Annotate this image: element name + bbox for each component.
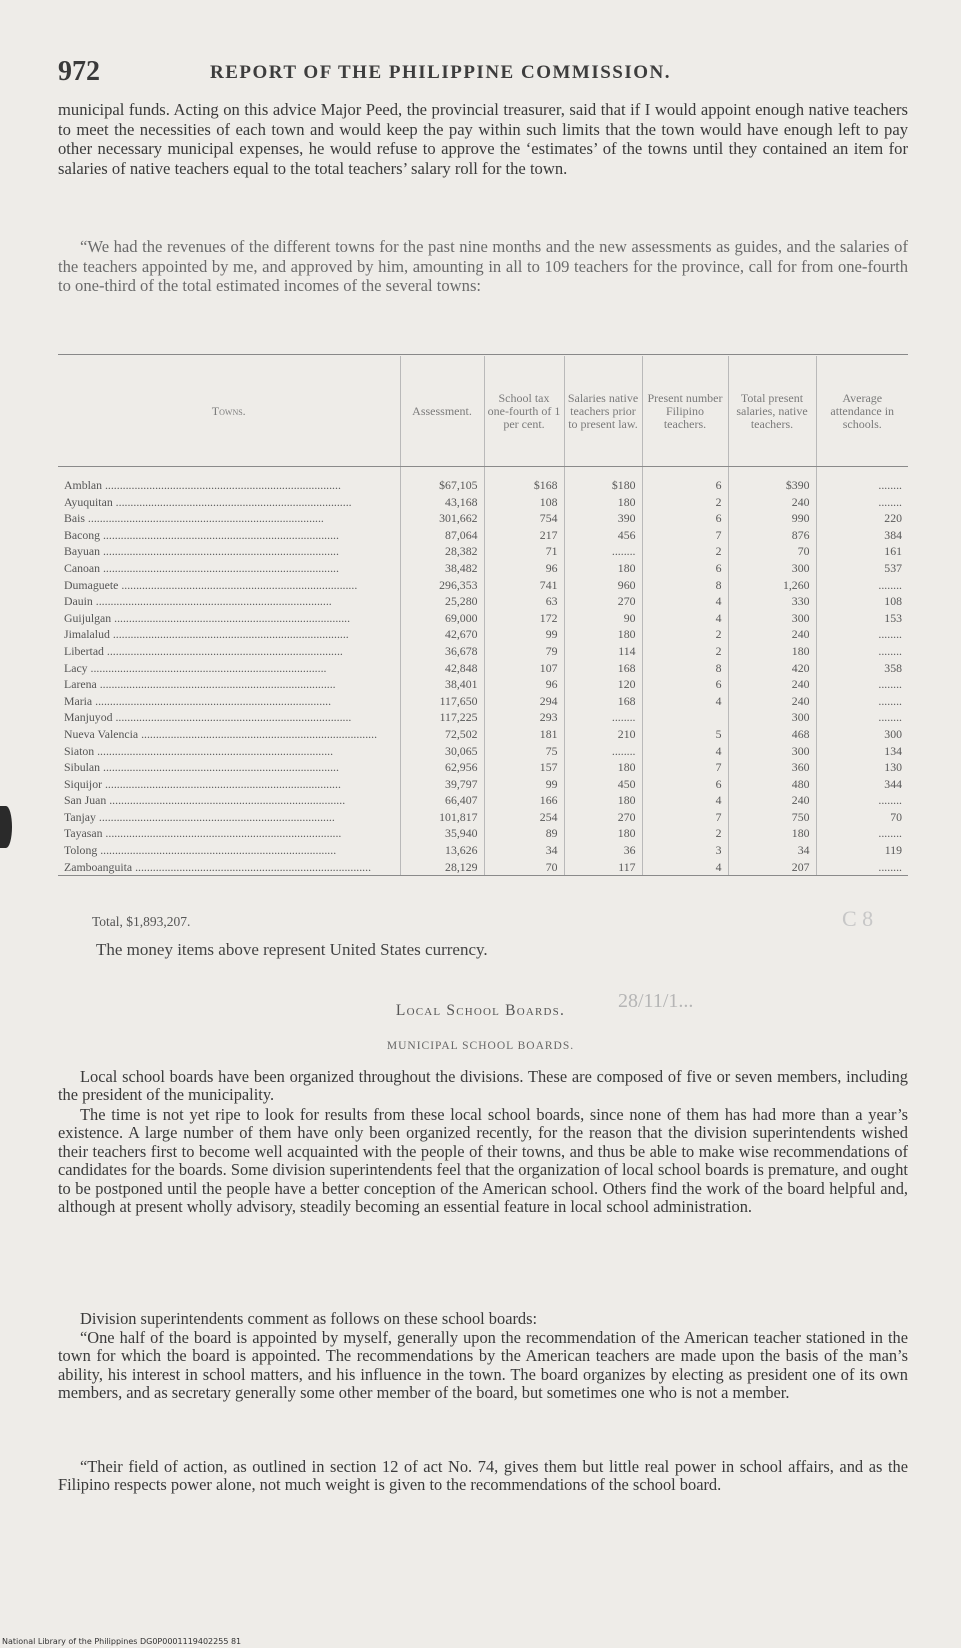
table-row — [58, 809, 908, 826]
cell-town-name: Guijulgan ................................................................................ — [64, 610, 351, 625]
cell-assessment: 38,401 — [400, 676, 484, 693]
cell-salaries-prior: 36 — [564, 842, 642, 859]
spacer-cell — [58, 467, 400, 478]
table-header-row — [58, 356, 908, 467]
table-row — [58, 643, 908, 660]
cell-attendance: ........ — [816, 676, 908, 693]
cell-salaries-prior: 180 — [564, 560, 642, 577]
table-row — [58, 510, 908, 527]
cell-attendance: 119 — [816, 842, 908, 859]
cell-assessment: 66,407 — [400, 792, 484, 809]
cell-assessment: 42,670 — [400, 626, 484, 643]
cell-town-name: Jimalalud ................................................................................ — [64, 627, 349, 642]
cell-town-name: Tayasan ................................................................................ — [64, 826, 342, 841]
cell-town-name: Libertad ................................................................................ — [64, 643, 343, 658]
cell-total-salaries: 240 — [728, 494, 816, 511]
cell-salaries-prior: 114 — [564, 643, 642, 660]
cell-town-name: Tanjay ................................................................................ — [64, 809, 335, 824]
cell-assessment: 42,848 — [400, 660, 484, 677]
cell-total-salaries: 300 — [728, 743, 816, 760]
cell-school-tax: 34 — [484, 842, 564, 859]
table-row — [58, 527, 908, 544]
col-header-towns: Towns. — [58, 356, 400, 467]
spacer-cell — [728, 467, 816, 478]
cell-total-salaries: 360 — [728, 759, 816, 776]
cell-school-tax: 741 — [484, 577, 564, 594]
cell-assessment: 28,129 — [400, 859, 484, 876]
cell-teacher-count: 4 — [642, 593, 728, 610]
cell-total-salaries: 468 — [728, 726, 816, 743]
cell-salaries-prior: 270 — [564, 593, 642, 610]
body-paragraph-5: “Their field of action, as outlined in section 12 of act No. 74, gives them but little real power in school affairs, and as the Filipino respects power alone, not much weight is given to the recommendations of the school board. — [58, 1457, 908, 1495]
table-row — [58, 660, 908, 677]
cell-salaries-prior: 210 — [564, 726, 642, 743]
cell-school-tax: 293 — [484, 709, 564, 726]
cell-teacher-count: 4 — [642, 743, 728, 760]
cell-town-name: Lacy ................................................................................ — [64, 660, 327, 675]
cell-school-tax: 75 — [484, 743, 564, 760]
towns-table-body — [58, 467, 908, 876]
cell-total-salaries: 34 — [728, 842, 816, 859]
cell-total-salaries: 750 — [728, 809, 816, 826]
intro-paragraph-2: “We had the revenues of the different towns for the past nine months and the new assessments as guides, and the salaries of the teachers appointed by me, and approved by him, amounting in all to 109 teachers for the province, call for from one-fourth to one-third of the total estimated incomes of the several towns: — [58, 237, 908, 296]
cell-salaries-prior: 168 — [564, 660, 642, 677]
cell-attendance: 108 — [816, 593, 908, 610]
cell-assessment: 117,225 — [400, 709, 484, 726]
cell-assessment: 35,940 — [400, 825, 484, 842]
cell-salaries-prior: 456 — [564, 527, 642, 544]
body-paragraph-3: Division superintendents comment as follows on these school boards: — [80, 1309, 538, 1328]
body-paragraph-4: “One half of the board is appointed by myself, generally upon the recommendation of the American teacher stationed in the town for which the board is appointed. The recommendations by the American teachers are made upon the basis of the man’s ability, his interest in school matters, and his influence in the town. The board organizes by electing as president one of its own members, and as secretary generally some other member of the board, but sometimes one who is not a member. — [58, 1328, 908, 1403]
cell-salaries-prior: 180 — [564, 494, 642, 511]
cell-town-name: Dumaguete ................................................................................ — [64, 577, 358, 592]
cell-town-name: Sibulan ................................................................................ — [64, 760, 339, 775]
cell-assessment: 101,817 — [400, 809, 484, 826]
cell-town-name: Bacong ................................................................................ — [64, 527, 339, 542]
col-header-school-tax: School tax one-fourth of 1 per cent. — [484, 356, 564, 467]
cell-salaries-prior: ........ — [564, 709, 642, 726]
cell-town-name: Amblan ................................................................................ — [64, 478, 341, 492]
cell-teacher-count: 5 — [642, 726, 728, 743]
cell-teacher-count: 2 — [642, 543, 728, 560]
table-row — [58, 743, 908, 760]
cell-school-tax: 254 — [484, 809, 564, 826]
cell-teacher-count: 2 — [642, 643, 728, 660]
cell-salaries-prior: ........ — [564, 543, 642, 560]
cell-teacher-count: 7 — [642, 759, 728, 776]
table-row — [58, 776, 908, 793]
cell-school-tax: 96 — [484, 560, 564, 577]
body-paragraph-1: Local school boards have been organized throughout the divisions. These are composed of five or seven members, including the president of the municipality. — [58, 1067, 908, 1105]
table-top-rule — [58, 354, 908, 355]
cell-assessment: 62,956 — [400, 759, 484, 776]
table-row — [58, 709, 908, 726]
pencil-mark-title: 28/11/1... — [618, 990, 694, 1012]
col-header-teacher-count: Present number Filipino teachers. — [642, 356, 728, 467]
cell-school-tax: 157 — [484, 759, 564, 776]
table-row — [58, 676, 908, 693]
cell-school-tax: 217 — [484, 527, 564, 544]
cell-attendance: ........ — [816, 477, 908, 494]
currency-note: The money items above represent United States currency. — [96, 940, 488, 959]
cell-teacher-count: 7 — [642, 527, 728, 544]
total-line: Total, $1,893,207. — [92, 914, 191, 929]
cell-school-tax: 166 — [484, 792, 564, 809]
cell-assessment: 72,502 — [400, 726, 484, 743]
cell-town-name: Canoan ................................................................................ — [64, 560, 339, 575]
col-header-total-salaries: Total present salaries, native teachers. — [728, 356, 816, 467]
table-row — [58, 759, 908, 776]
body-paragraph-2: The time is not yet ripe to look for results from these local school boards, since none of them has had more than a year’s existence. A large number of them have only been organized recently, for the reason that the division superintendents wished their teachers first to become well acquainted with the people of their towns, and thus be able to make wise recommendations of candidates for the boards. Some division superintendents feel that the organization of local school boards is premature, and ought to be postponed until the people have a better conception of the American school. Others find the work of the board helpful and, although at present wholly advisory, steadily becoming an essential feature in local school administration. — [58, 1105, 908, 1217]
cell-assessment: 87,064 — [400, 527, 484, 544]
cell-school-tax: 89 — [484, 825, 564, 842]
cell-total-salaries: 240 — [728, 676, 816, 693]
cell-attendance: 300 — [816, 726, 908, 743]
cell-salaries-prior: 120 — [564, 676, 642, 693]
cell-school-tax: 71 — [484, 543, 564, 560]
cell-teacher-count: 4 — [642, 610, 728, 627]
cell-attendance: ........ — [816, 494, 908, 511]
cell-assessment: 38,482 — [400, 560, 484, 577]
cell-total-salaries: 240 — [728, 792, 816, 809]
cell-attendance: 161 — [816, 543, 908, 560]
table-row — [58, 859, 908, 876]
table-row — [58, 543, 908, 560]
table-row — [58, 693, 908, 710]
cell-attendance: ........ — [816, 626, 908, 643]
cell-assessment: 69,000 — [400, 610, 484, 627]
cell-town-name: Zamboanguita ................................................................................ — [58, 859, 400, 876]
col-header-assessment: Assessment. — [400, 356, 484, 467]
cell-school-tax: 108 — [484, 494, 564, 511]
cell-total-salaries: 1,260 — [728, 577, 816, 594]
cell-attendance: ........ — [816, 709, 908, 726]
cell-salaries-prior: $180 — [564, 477, 642, 494]
cell-town-name: Siquijor ................................................................................ — [64, 776, 341, 791]
spacer-cell — [564, 467, 642, 478]
table-row — [58, 560, 908, 577]
cell-teacher-count: 6 — [642, 676, 728, 693]
table-row — [58, 792, 908, 809]
cell-school-tax: 107 — [484, 660, 564, 677]
table-row — [58, 825, 908, 842]
spacer-cell — [400, 467, 484, 478]
cell-total-salaries: $390 — [728, 477, 816, 494]
table-row — [58, 577, 908, 594]
cell-total-salaries: 180 — [728, 643, 816, 660]
cell-school-tax: 294 — [484, 693, 564, 710]
cell-assessment: $67,105 — [400, 477, 484, 494]
table-row — [58, 494, 908, 511]
cell-assessment: 30,065 — [400, 743, 484, 760]
spacer-cell — [816, 467, 908, 478]
cell-town-name: Maria ................................................................................ — [64, 693, 332, 708]
cell-total-salaries: 240 — [728, 693, 816, 710]
cell-assessment: 28,382 — [400, 543, 484, 560]
cell-attendance: 130 — [816, 759, 908, 776]
cell-town-name: San Juan ................................................................................ — [64, 793, 346, 808]
cell-salaries-prior: 180 — [564, 792, 642, 809]
cell-salaries-prior: 390 — [564, 510, 642, 527]
cell-town-name: Ayuquitan ................................................................................ — [64, 494, 352, 509]
cell-total-salaries: 70 — [728, 543, 816, 560]
cell-total-salaries: 180 — [728, 825, 816, 842]
cell-total-salaries: 207 — [728, 859, 816, 876]
cell-assessment: 13,626 — [400, 842, 484, 859]
cell-salaries-prior: 117 — [564, 859, 642, 876]
table-row — [58, 610, 908, 627]
pencil-mark-margin: C 8 — [842, 906, 874, 931]
cell-teacher-count: 3 — [642, 842, 728, 859]
cell-school-tax: 70 — [484, 859, 564, 876]
cell-attendance: 344 — [816, 776, 908, 793]
cell-total-salaries: 876 — [728, 527, 816, 544]
cell-town-name: Bayuan ................................................................................ — [64, 544, 339, 559]
cell-teacher-count: 6 — [642, 776, 728, 793]
cell-school-tax: 754 — [484, 510, 564, 527]
running-head: REPORT OF THE PHILIPPINE COMMISSION. — [210, 62, 672, 83]
cell-teacher-count: 4 — [642, 693, 728, 710]
cell-total-salaries: 240 — [728, 626, 816, 643]
section-subtitle: MUNICIPAL SCHOOL BOARDS. — [386, 1040, 575, 1052]
col-header-attendance: Average attendance in schools. — [816, 356, 908, 467]
cell-attendance: 153 — [816, 610, 908, 627]
cell-teacher-count: 2 — [642, 825, 728, 842]
cell-total-salaries: 300 — [728, 709, 816, 726]
table-spacer-row — [58, 467, 908, 478]
cell-attendance: 358 — [816, 660, 908, 677]
cell-total-salaries: 300 — [728, 610, 816, 627]
cell-teacher-count: 4 — [642, 792, 728, 809]
cell-attendance: 220 — [816, 510, 908, 527]
cell-attendance: ........ — [816, 577, 908, 594]
cell-attendance: 537 — [816, 560, 908, 577]
cell-teacher-count: 2 — [642, 494, 728, 511]
cell-school-tax: 99 — [484, 626, 564, 643]
cell-town-name: Dauin ................................................................................ — [64, 594, 332, 609]
cell-school-tax: 181 — [484, 726, 564, 743]
page-number: 972 — [58, 56, 100, 87]
cell-town-name: Nueva Valencia ................................................................................ — [64, 726, 378, 741]
cell-school-tax: 63 — [484, 593, 564, 610]
cell-teacher-count: 6 — [642, 510, 728, 527]
cell-total-salaries: 300 — [728, 560, 816, 577]
cell-school-tax: $168 — [484, 477, 564, 494]
cell-assessment: 117,650 — [400, 693, 484, 710]
cell-town-name: Larena ................................................................................ — [64, 677, 336, 692]
scan-footer: National Library of the Philippines DG0P0001119402255 81 — [2, 1637, 242, 1646]
cell-assessment: 25,280 — [400, 593, 484, 610]
cell-salaries-prior: 180 — [564, 626, 642, 643]
section-title: Local School Boards. — [395, 1002, 566, 1019]
towns-table — [58, 356, 908, 876]
cell-salaries-prior: 960 — [564, 577, 642, 594]
cell-attendance: ........ — [816, 825, 908, 842]
cell-school-tax: 96 — [484, 676, 564, 693]
spacer-cell — [484, 467, 564, 478]
cell-town-name: Bais ................................................................................ — [64, 511, 324, 526]
cell-attendance: 134 — [816, 743, 908, 760]
table-row — [58, 726, 908, 743]
cell-town-name: Manjuyod ................................................................................ — [64, 710, 352, 725]
spacer-cell — [642, 467, 728, 478]
cell-salaries-prior: 450 — [564, 776, 642, 793]
cell-assessment: 39,797 — [400, 776, 484, 793]
col-header-salaries-prior: Salaries native teachers prior to present law. — [564, 356, 642, 467]
cell-salaries-prior: 180 — [564, 759, 642, 776]
cell-teacher-count: 6 — [642, 560, 728, 577]
cell-salaries-prior: 270 — [564, 809, 642, 826]
cell-town-name: Siaton ................................................................................ — [64, 743, 334, 758]
cell-teacher-count: 8 — [642, 660, 728, 677]
cell-teacher-count: 7 — [642, 809, 728, 826]
cell-assessment: 36,678 — [400, 643, 484, 660]
cell-assessment: 43,168 — [400, 494, 484, 511]
table-row — [58, 842, 908, 859]
cell-teacher-count: 8 — [642, 577, 728, 594]
cell-assessment: 296,353 — [400, 577, 484, 594]
cell-salaries-prior: 168 — [564, 693, 642, 710]
cell-salaries-prior: ........ — [564, 743, 642, 760]
cell-total-salaries: 480 — [728, 776, 816, 793]
page-header — [58, 56, 918, 88]
cell-total-salaries: 990 — [728, 510, 816, 527]
cell-teacher-count — [642, 709, 728, 726]
cell-salaries-prior: 90 — [564, 610, 642, 627]
table-row — [58, 477, 908, 494]
cell-total-salaries: 420 — [728, 660, 816, 677]
cell-salaries-prior: 180 — [564, 825, 642, 842]
cell-school-tax: 172 — [484, 610, 564, 627]
intro-paragraph-1: municipal funds. Acting on this advice Major Peed, the provincial treasurer, said that if I would appoint enough native teachers to meet the necessities of each town and would keep the pay within such limits that the town would have enough left to pay other necessary municipal expenses, he would refuse to approve the ‘estimates’ of the towns until they contained an item for salaries of native teachers equal to the total teachers’ salary roll for the town. — [58, 100, 908, 178]
ink-blot — [0, 806, 12, 848]
table-row — [58, 626, 908, 643]
cell-town-name: Tolong ................................................................................ — [64, 843, 337, 858]
cell-school-tax: 79 — [484, 643, 564, 660]
cell-attendance: ........ — [816, 643, 908, 660]
cell-attendance: ........ — [816, 792, 908, 809]
cell-attendance: 70 — [816, 809, 908, 826]
cell-teacher-count: 2 — [642, 626, 728, 643]
cell-assessment: 301,662 — [400, 510, 484, 527]
cell-teacher-count: 4 — [642, 859, 728, 876]
cell-teacher-count: 6 — [642, 477, 728, 494]
cell-attendance: ........ — [816, 859, 908, 876]
table-row — [58, 593, 908, 610]
cell-attendance: 384 — [816, 527, 908, 544]
cell-total-salaries: 330 — [728, 593, 816, 610]
cell-attendance: ........ — [816, 693, 908, 710]
cell-school-tax: 99 — [484, 776, 564, 793]
